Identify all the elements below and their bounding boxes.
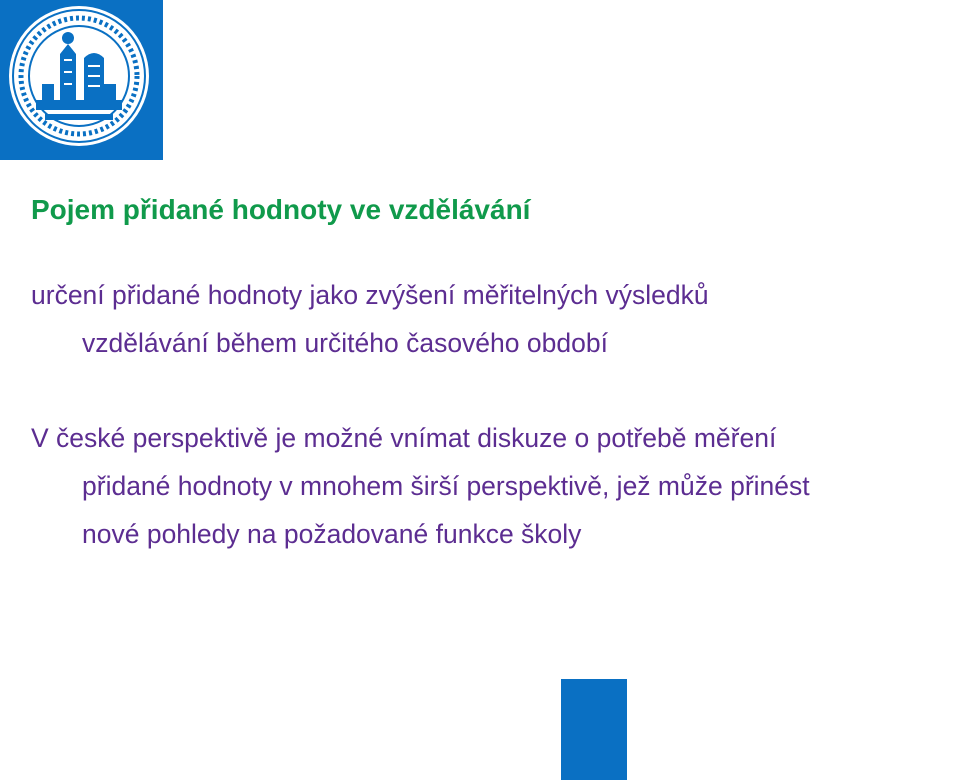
university-seal-icon [0, 0, 163, 160]
perspective-line-1: V české perspektivě je možné vnímat diskuze o potřebě měření [31, 423, 777, 453]
perspective-line-3: nové pohledy na požadované funkce školy [82, 519, 582, 549]
slide-title [31, 190, 530, 230]
university-logo [0, 0, 163, 160]
definition-line-1: určení přidané hodnoty jako zvýšení měřitelných výsledků [31, 280, 709, 310]
bottom-accent-bar [561, 679, 627, 780]
perspective-line-2: přidané hodnoty v mnohem širší perspektivě, jež může přinést [82, 471, 810, 501]
slide-title-text: Pojem přidané hodnoty ve vzdělávání [31, 194, 531, 225]
definition-line-2: vzdělávání během určitého časového období [82, 328, 608, 358]
definition-paragraph [31, 271, 709, 367]
perspective-paragraph [31, 414, 810, 558]
